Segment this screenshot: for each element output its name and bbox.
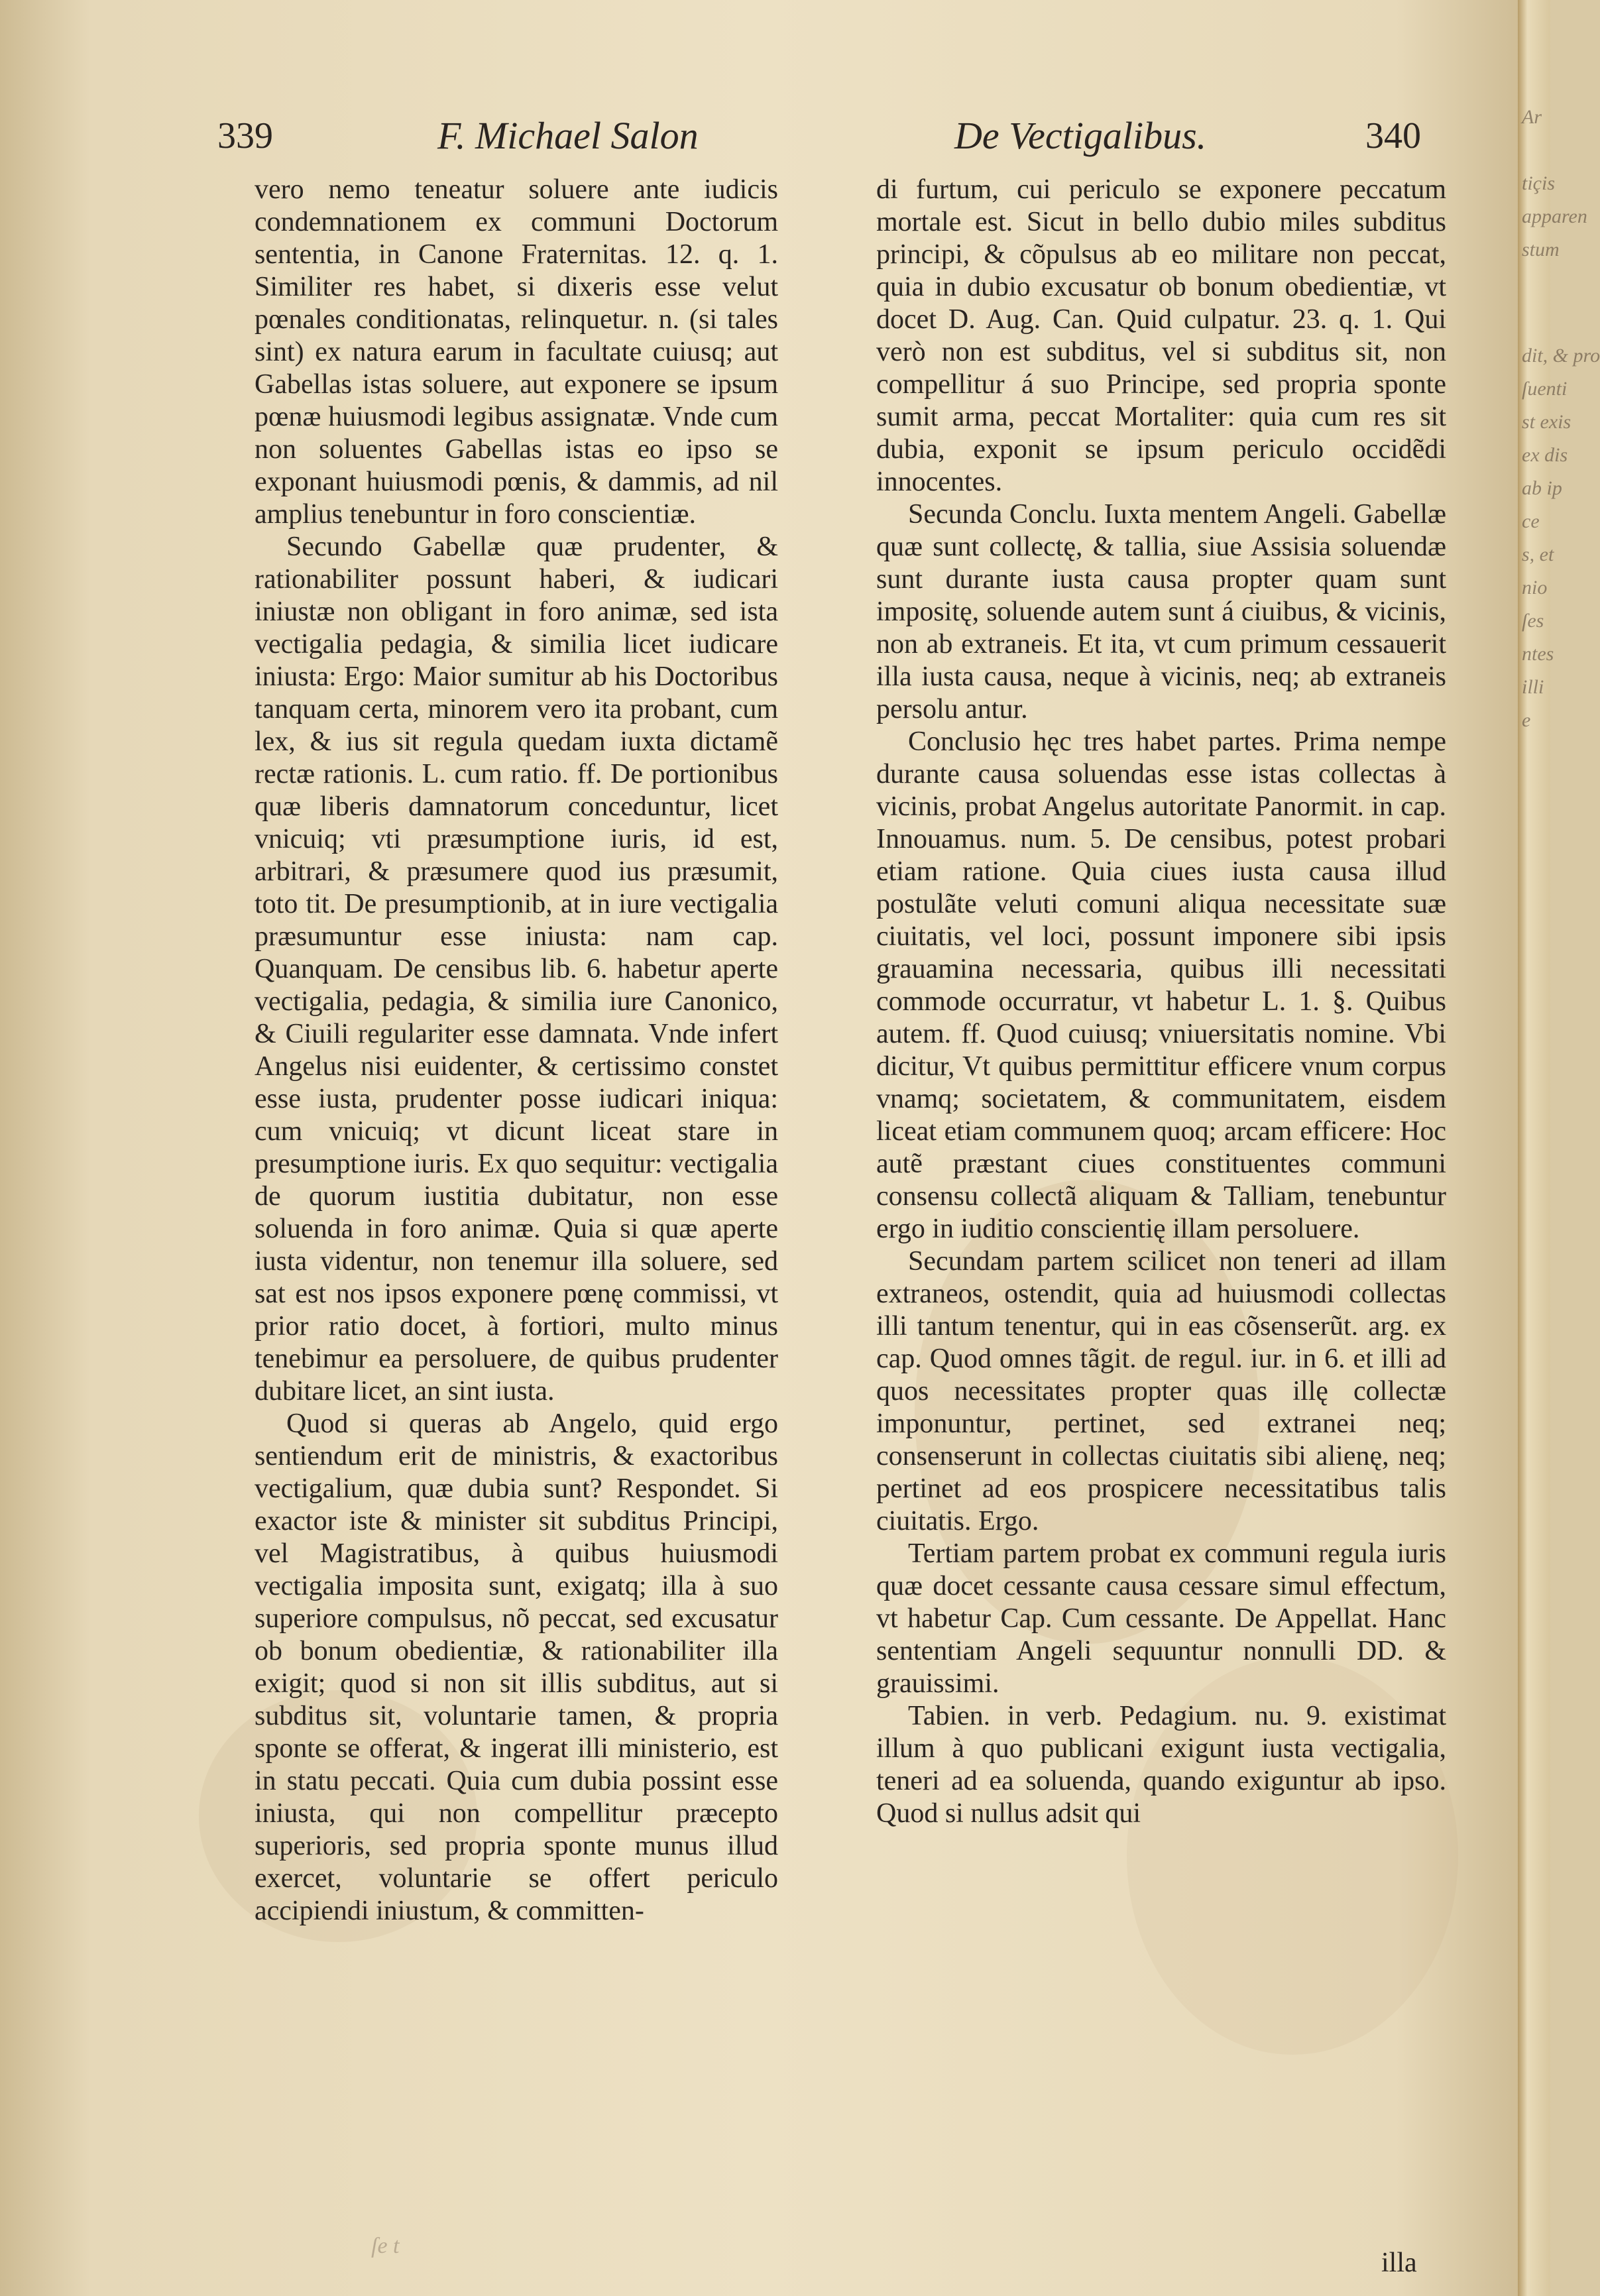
margin-fragment: illi bbox=[1522, 676, 1544, 698]
margin-fragment: stum bbox=[1522, 239, 1560, 260]
catchword: illa bbox=[1381, 2248, 1417, 2278]
left-text-column bbox=[255, 174, 778, 1927]
margin-fragment: ntes bbox=[1522, 643, 1554, 665]
next-page-edge bbox=[1518, 0, 1600, 2296]
paragraph: Secunda Conclu. Iuxta mentem Angeli. Gabellæ quæ sunt collectę, & tallia, siue Assisia soluendæ sunt durante iusta causa propter quam sunt impositę, soluende autem sunt á ciuibus, & vicinis, non ab extraneis. Et ita, vt cum primum cessauerit illa iusta causa, neque à vicinis, neq; ab extraneis persolu antur. bbox=[876, 499, 1446, 724]
margin-fragment: e bbox=[1522, 709, 1531, 731]
margin-fragment: tiçis bbox=[1522, 172, 1555, 194]
margin-fragment: ab ip bbox=[1522, 477, 1562, 499]
right-running-title: De Vectigalibus. bbox=[954, 114, 1207, 157]
margin-fragment: nio bbox=[1522, 577, 1548, 599]
margin-fragment: st exis bbox=[1522, 411, 1571, 433]
faint-bleed-through-mark: ſe t bbox=[371, 2234, 400, 2258]
paragraph: di furtum, cui periculo se exponere peccatum mortale est. Sicut in bello dubio miles subditus principi, & cõpulsus ab eo militare non peccat, quia in dubio excusatur ob bonum obedientiæ, vt docet D. Aug. Can. Quid culpatur. 23. q. 1. Qui verò non est subditus, vel si subditus sit, non compellitur á suo Principe, sed propria sponte sumit arma, peccat Mortaliter: quia cum res sit dubia, exponit se ipsum periculo occidẽdi innocentes. bbox=[876, 174, 1446, 497]
margin-fragment: apparen bbox=[1522, 205, 1587, 227]
paragraph: Quod si queras ab Angelo, quid ergo sentiendum erit de ministris, & exactoribus vectigalium, quæ dubia sunt? Respondet. Si exactor iste & minister sit subditus Principi, vel Magistratibus, à quibus huiusmodi vectigalia imposita sunt, exigatq; illa à suo superiore compulsus, nõ peccat, sed excusatur ob bonum obedientiæ, & rationabiliter illa exigit; quod si non sit illis subditus, aut si subditus sit, voluntarie tamen, & propria sponte se offerat, & ingerat illi ministerio, est in statu peccati. Quia cum dubia possint esse iniusta, qui non compellitur præcepto superioris, sed propria sponte munus illud exercet, voluntarie se offert periculo accipiendi iniustum, & committen- bbox=[255, 1408, 778, 1926]
margin-fragment: ſuenti bbox=[1522, 378, 1568, 400]
margin-fragment: ſes bbox=[1522, 610, 1544, 632]
paragraph: Conclusio hęc tres habet partes. Prima nempe durante causa soluendas esse istas collectas à vicinis, probat Angelus autoritate Panormit. in cap. Innouamus. num. 5. De censibus, potest probari etiam ratione. Quia ciues iusta causa illud postulãte veluti comuni aliqua necessitate suæ ciuitatis, vel loci, possunt imponere sibi ipsis grauamina necessaria, quibus illi necessitati commode occurratur, vt habetur L. 1. §. Quibus autem. ff. Quod cuiusq; vniuersitatis nomine. Vbi dicitur, Vt quibus permittitur efficere vnum corpus vnamq; societatem, & communitatem, eisdem liceat etiam communem quoq; arcam efficere: Hoc autẽ præstant ciues constituentes communi consensu collectã aliquam & Talliam, tenebuntur ergo in iuditio conscientię illam persoluere. bbox=[876, 726, 1446, 1244]
left-running-title: F. Michael Salon bbox=[437, 114, 699, 157]
margin-fragment: ex dis bbox=[1522, 444, 1568, 466]
paragraph: vero nemo teneatur soluere ante iudicis condemnationem ex communi Doctorum sententia, in Canone Fraternitas. 12. q. 1. Similiter res habet, si dixeris esse velut pœnales conditionatas, relinquetur. n. (si tales sint) ex natura earum in facultate cuiusq; aut Gabellas istas soluere, aut exponere se ipsum pœnæ huiusmodi legibus assignatæ. Vnde cum non soluentes Gabellas istas eo ipso se exponant huiusmodi pœnis, & dammis, ad nil amplius tenebuntur in foro conscientiæ. bbox=[255, 174, 778, 530]
right-page-number: 340 bbox=[1365, 115, 1421, 156]
running-header bbox=[0, 113, 1458, 159]
paragraph: Tabien. in verb. Pedagium. nu. 9. existimat illum à quo publicani exigunt iusta vectigalia, teneri ad ea soluenda, quando exiguntur ab ipso. Quod si nullus adsit qui bbox=[876, 1701, 1446, 1829]
paragraph: Secundam partem scilicet non teneri ad illam extraneos, ostendit, quia ad huiusmodi collectas illi tantum tenentur, qui in eas cõsenserũt. arg. ex cap. Quod omnes tãgit. de regul. iur. in 6. et illi ad quos necessitates propter quas illę collectæ imponuntur, pertinet, sed extranei neq; consenserunt in collectas ciuitatis sibi alienę, neq; pertinet ad eos prospicere necessitatibus talis ciuitatis. Ergo. bbox=[876, 1246, 1446, 1536]
left-page-number: 339 bbox=[217, 115, 273, 156]
paragraph: Tertiam partem probat ex communi regula iuris quæ docet cessante causa cessare simul effectum, vt habetur Cap. Cum cessante. De Appellat. Hanc sententiam Angeli sequuntur nonnulli DD. & grauissimi. bbox=[876, 1538, 1446, 1699]
margin-fragment: Ar bbox=[1522, 106, 1542, 128]
margin-fragment: ce bbox=[1522, 510, 1540, 532]
paragraph: Secundo Gabellæ quæ prudenter, & rationabiliter possunt haberi, & iudicari iniustæ non obligant in foro animæ, sed ista vectigalia pedagia, & similia licet iudicare iniusta: Ergo: Maior sumitur ab his Doctoribus tanquam certa, minorem vero ita probant, cum lex, & ius sit regula quedam iuxta dictamẽ rectæ rationis. L. cum ratio. ff. De portionibus quæ liberis damnatorum conceduntur, licet vnicuiq; vti præsumptione iuris, id est, arbitrari, & præsumere quod ius præsumit, toto tit. De presumptionib, at in iure vectigalia præsumuntur esse iniusta: nam cap. Quanquam. De censibus lib. 6. habetur aperte vectigalia, pedagia, & similia iure Canonico, & Ciuili regulariter esse damnata. Vnde infert Angelus nisi euidenter, & certissimo constet esse iusta, prudenter posse iudicari iniqua: cum vnicuiq; vt dicunt liceat stare in presumptione iuris. Ex quo sequitur: vectigalia de quorum iustitia dubitatur, non esse soluenda in foro animæ. Quia si quæ aperte iusta videntur, non tenemur illa soluere, sed sat est nos ipsos exponere pœnę commissi, vt prior ratio docet, à fortiori, multo minus tenebimur ea persoluere, de quibus prudenter dubitare licet, an sint iusta. bbox=[255, 532, 778, 1406]
right-text-column bbox=[876, 174, 1446, 1830]
margin-fragment: s, et bbox=[1522, 544, 1554, 565]
margin-fragment: dit, & pro bbox=[1522, 345, 1600, 367]
